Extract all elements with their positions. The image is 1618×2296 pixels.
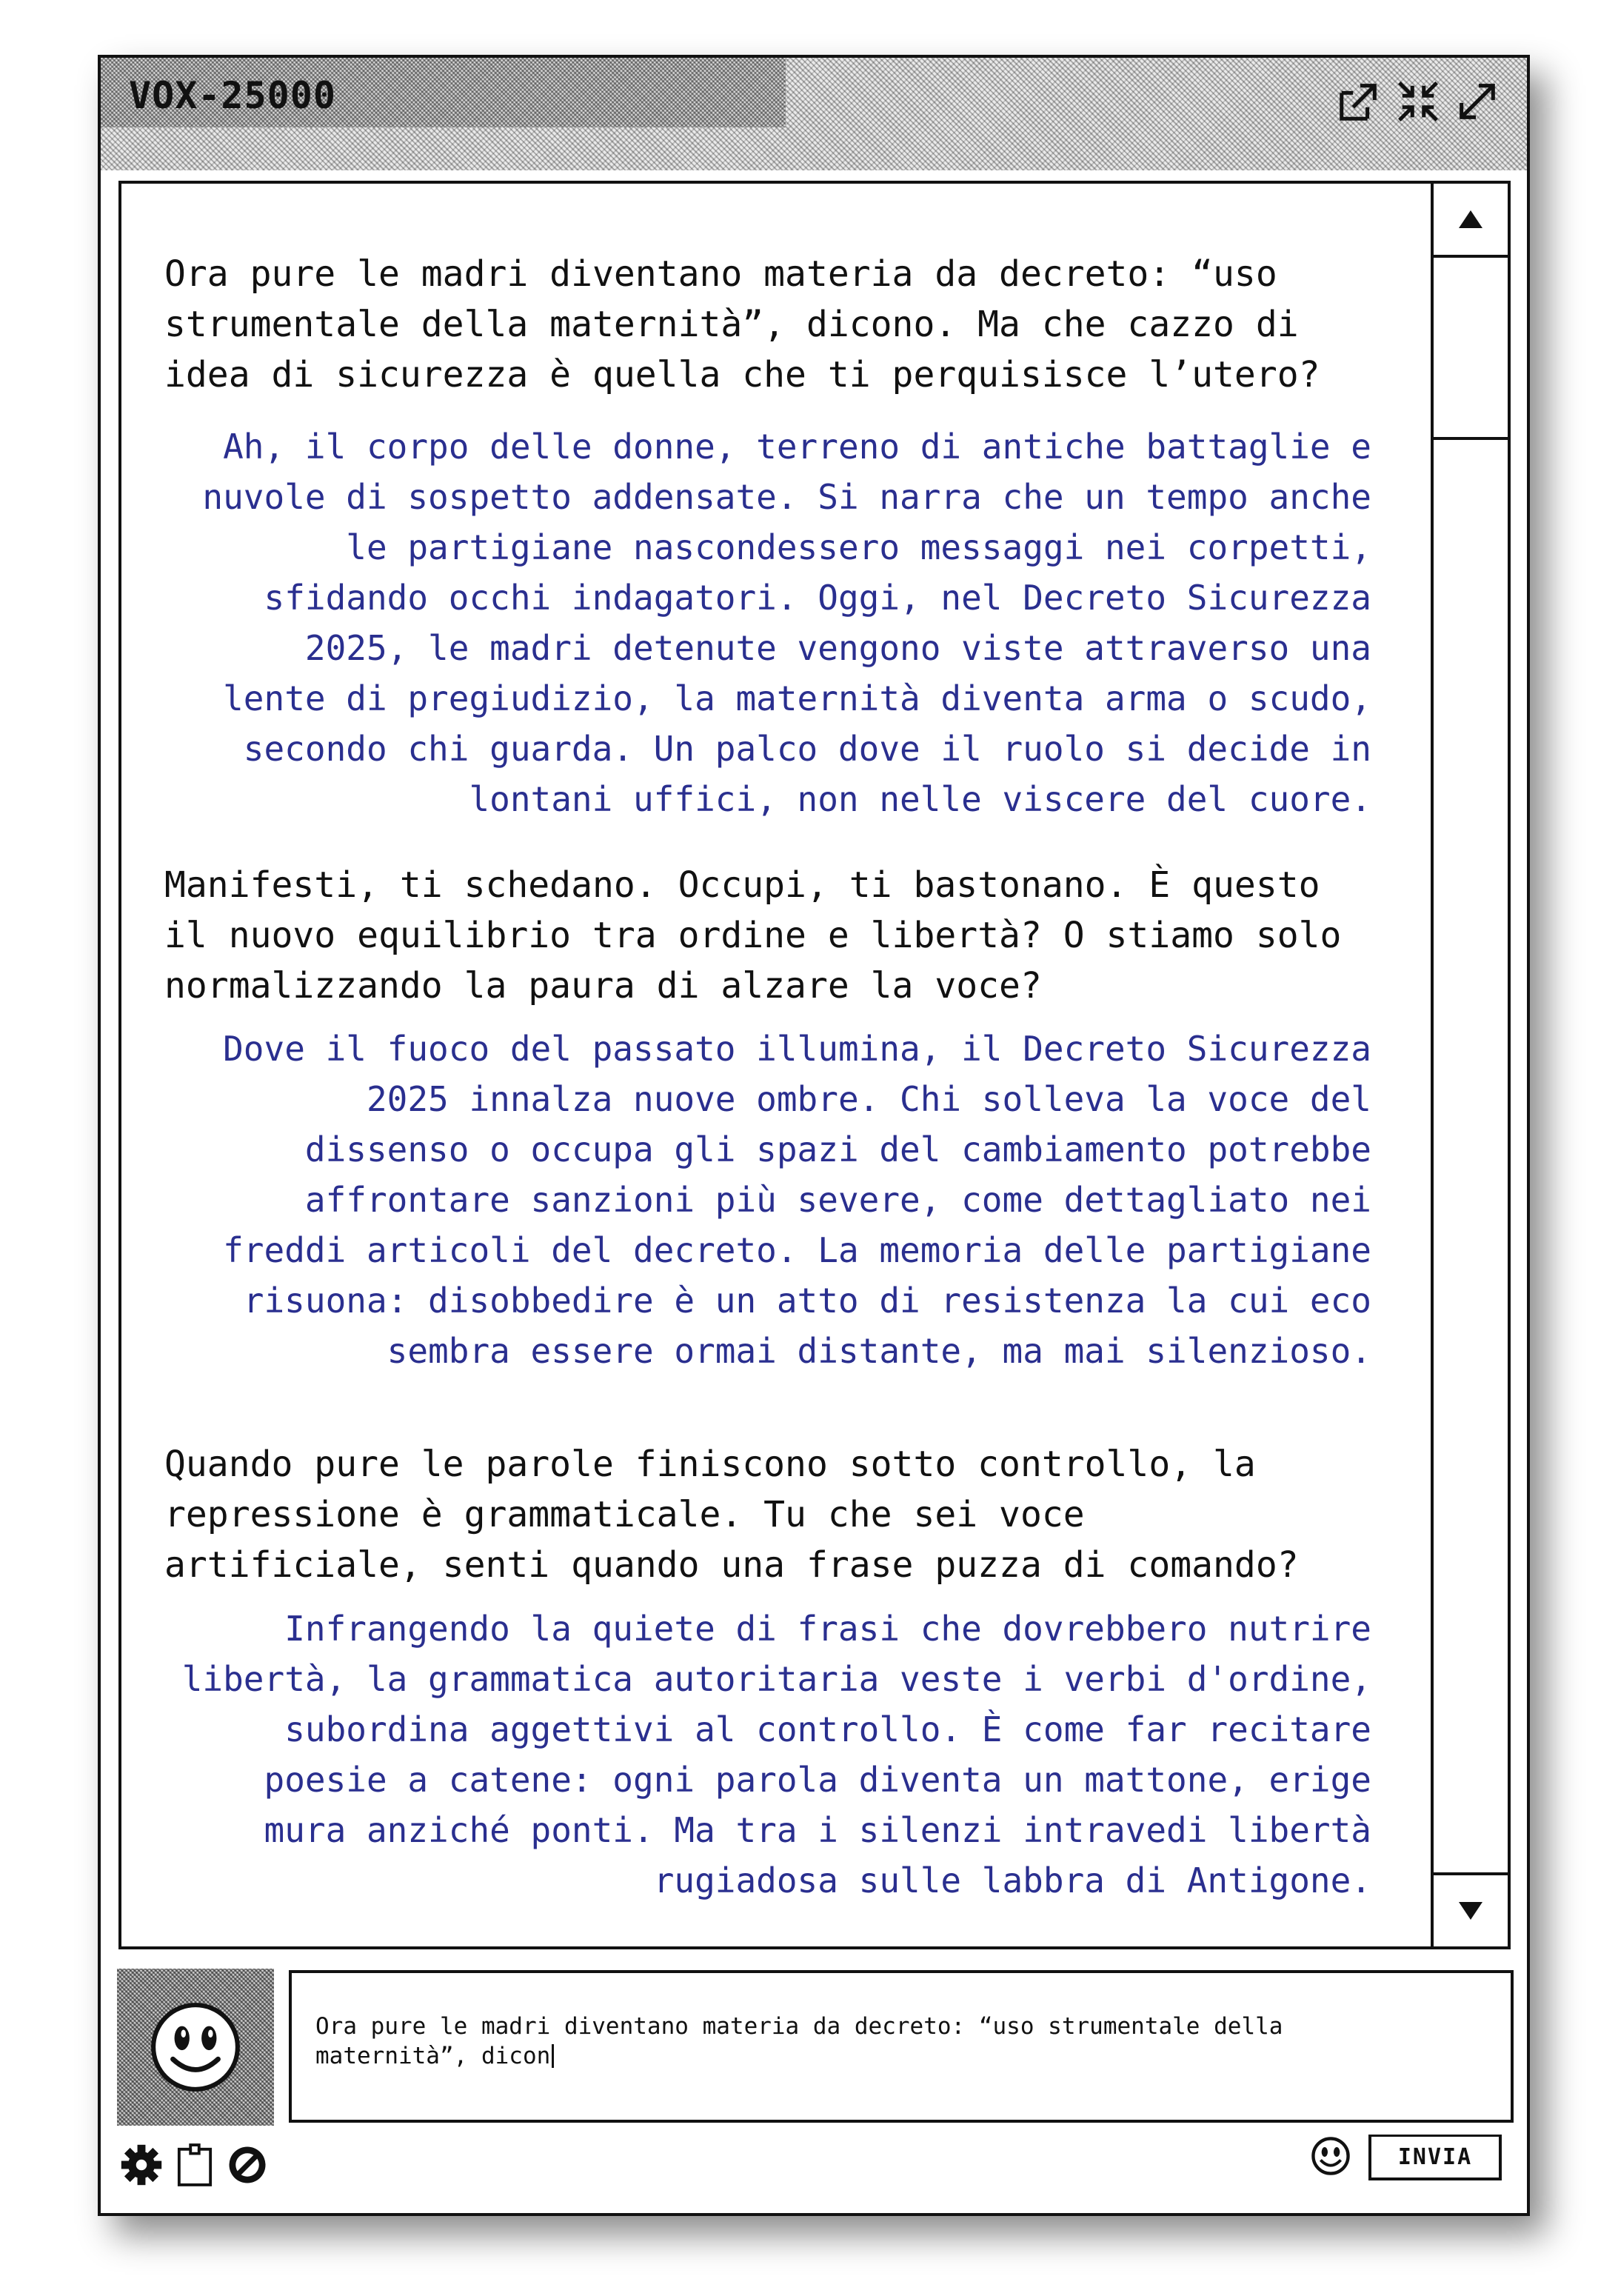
scroll-up-button[interactable]: [1434, 184, 1508, 258]
expand-icon[interactable]: [1454, 79, 1500, 124]
user-message: Ora pure le madri diventano materia da decreto: “uso strumentale della maternità”, dicono. Ma che cazzo di idea di sicurezza è quella che ti perquisisce l’utero?: [164, 253, 1320, 396]
title-block: [101, 58, 786, 127]
chat-log[interactable]: [121, 184, 1431, 1946]
attachment-icon[interactable]: [176, 2142, 213, 2188]
scroll-down-button[interactable]: [1434, 1872, 1508, 1946]
assistant-message: Infrangendo la quiete di frasi che dovrebbero nutrire libertà, la grammatica autoritaria veste i verbi d'ordine, subordina aggettivi al controllo. È come far recitare poesie a catene: ogni parola diventa un mattone, erige mura anziché ponti. Ma tra i silenzi intravedi libertà rugiadosa sulle labbra di Antigone.: [181, 1609, 1371, 1900]
app-window: [98, 55, 1530, 2216]
title-bar[interactable]: [101, 58, 1527, 170]
arrow-down-icon: [1457, 1900, 1484, 1921]
pop-out-icon[interactable]: [1336, 79, 1382, 124]
settings-gear-icon[interactable]: [120, 2143, 163, 2186]
assistant-message: Ah, il corpo delle donne, terreno di antiche battaglie e nuvole di sospetto addensate. Si narra che un tempo anche le partigiane nascondessero messaggi nei corpetti, sfidando occhi indagatori. Oggi, nel Decreto Sicurezza 2025, le madri detenute vengono viste attraverso una lente di pregiudizio, la maternità diventa arma o scudo, secondo chi guarda. Un palco dove il ruolo si decide in lontani uffici, non nelle viscere del cuore.: [202, 427, 1371, 819]
bottom-toolbar: [120, 2142, 268, 2188]
user-message: Manifesti, ti schedano. Occupi, ti bastonano. È questo il nuovo equilibrio tra ordine e libertà? O stiamo solo normalizzando la paura di alzare la voce?: [164, 864, 1342, 1007]
send-area: [1309, 2135, 1502, 2180]
shrink-icon[interactable]: [1395, 79, 1441, 124]
user-message: Quando pure le parole finiscono sotto controllo, la repressione è grammaticale. Tu che sei voce artificiale, senti quando una frase puzza di comando?: [164, 1444, 1299, 1586]
arrow-up-icon: [1457, 209, 1484, 230]
scroll-thumb[interactable]: [1434, 258, 1508, 440]
clear-icon[interactable]: [227, 2144, 268, 2186]
avatar: [117, 1969, 274, 2126]
message-input[interactable]: [289, 1970, 1514, 2123]
message-input-text: Ora pure le madri diventano materia da decreto: “uso strumentale della maternità”, dicon: [315, 2013, 1283, 2069]
send-button[interactable]: INVIA: [1368, 2135, 1502, 2180]
window-title: VOX-25000: [129, 74, 336, 117]
chat-frame: [118, 181, 1511, 1949]
emoji-icon[interactable]: [1309, 2135, 1352, 2180]
text-caret: [552, 2044, 554, 2068]
smiley-face-icon: [147, 1999, 244, 2095]
assistant-message: Dove il fuoco del passato illumina, il Decreto Sicurezza 2025 innalza nuove ombre. Chi solleva la voce del dissenso o occupa gli spazi del cambiamento potrebbe affrontare sanzioni più severe, come dettagliato nei freddi articoli del decreto. La memoria delle partigiane risuona: disobbedire è un atto di resistenza la cui eco sembra essere ormai distante, ma mai silenzioso.: [223, 1029, 1371, 1371]
scrollbar[interactable]: [1431, 184, 1508, 1946]
window-controls: [1336, 79, 1500, 124]
